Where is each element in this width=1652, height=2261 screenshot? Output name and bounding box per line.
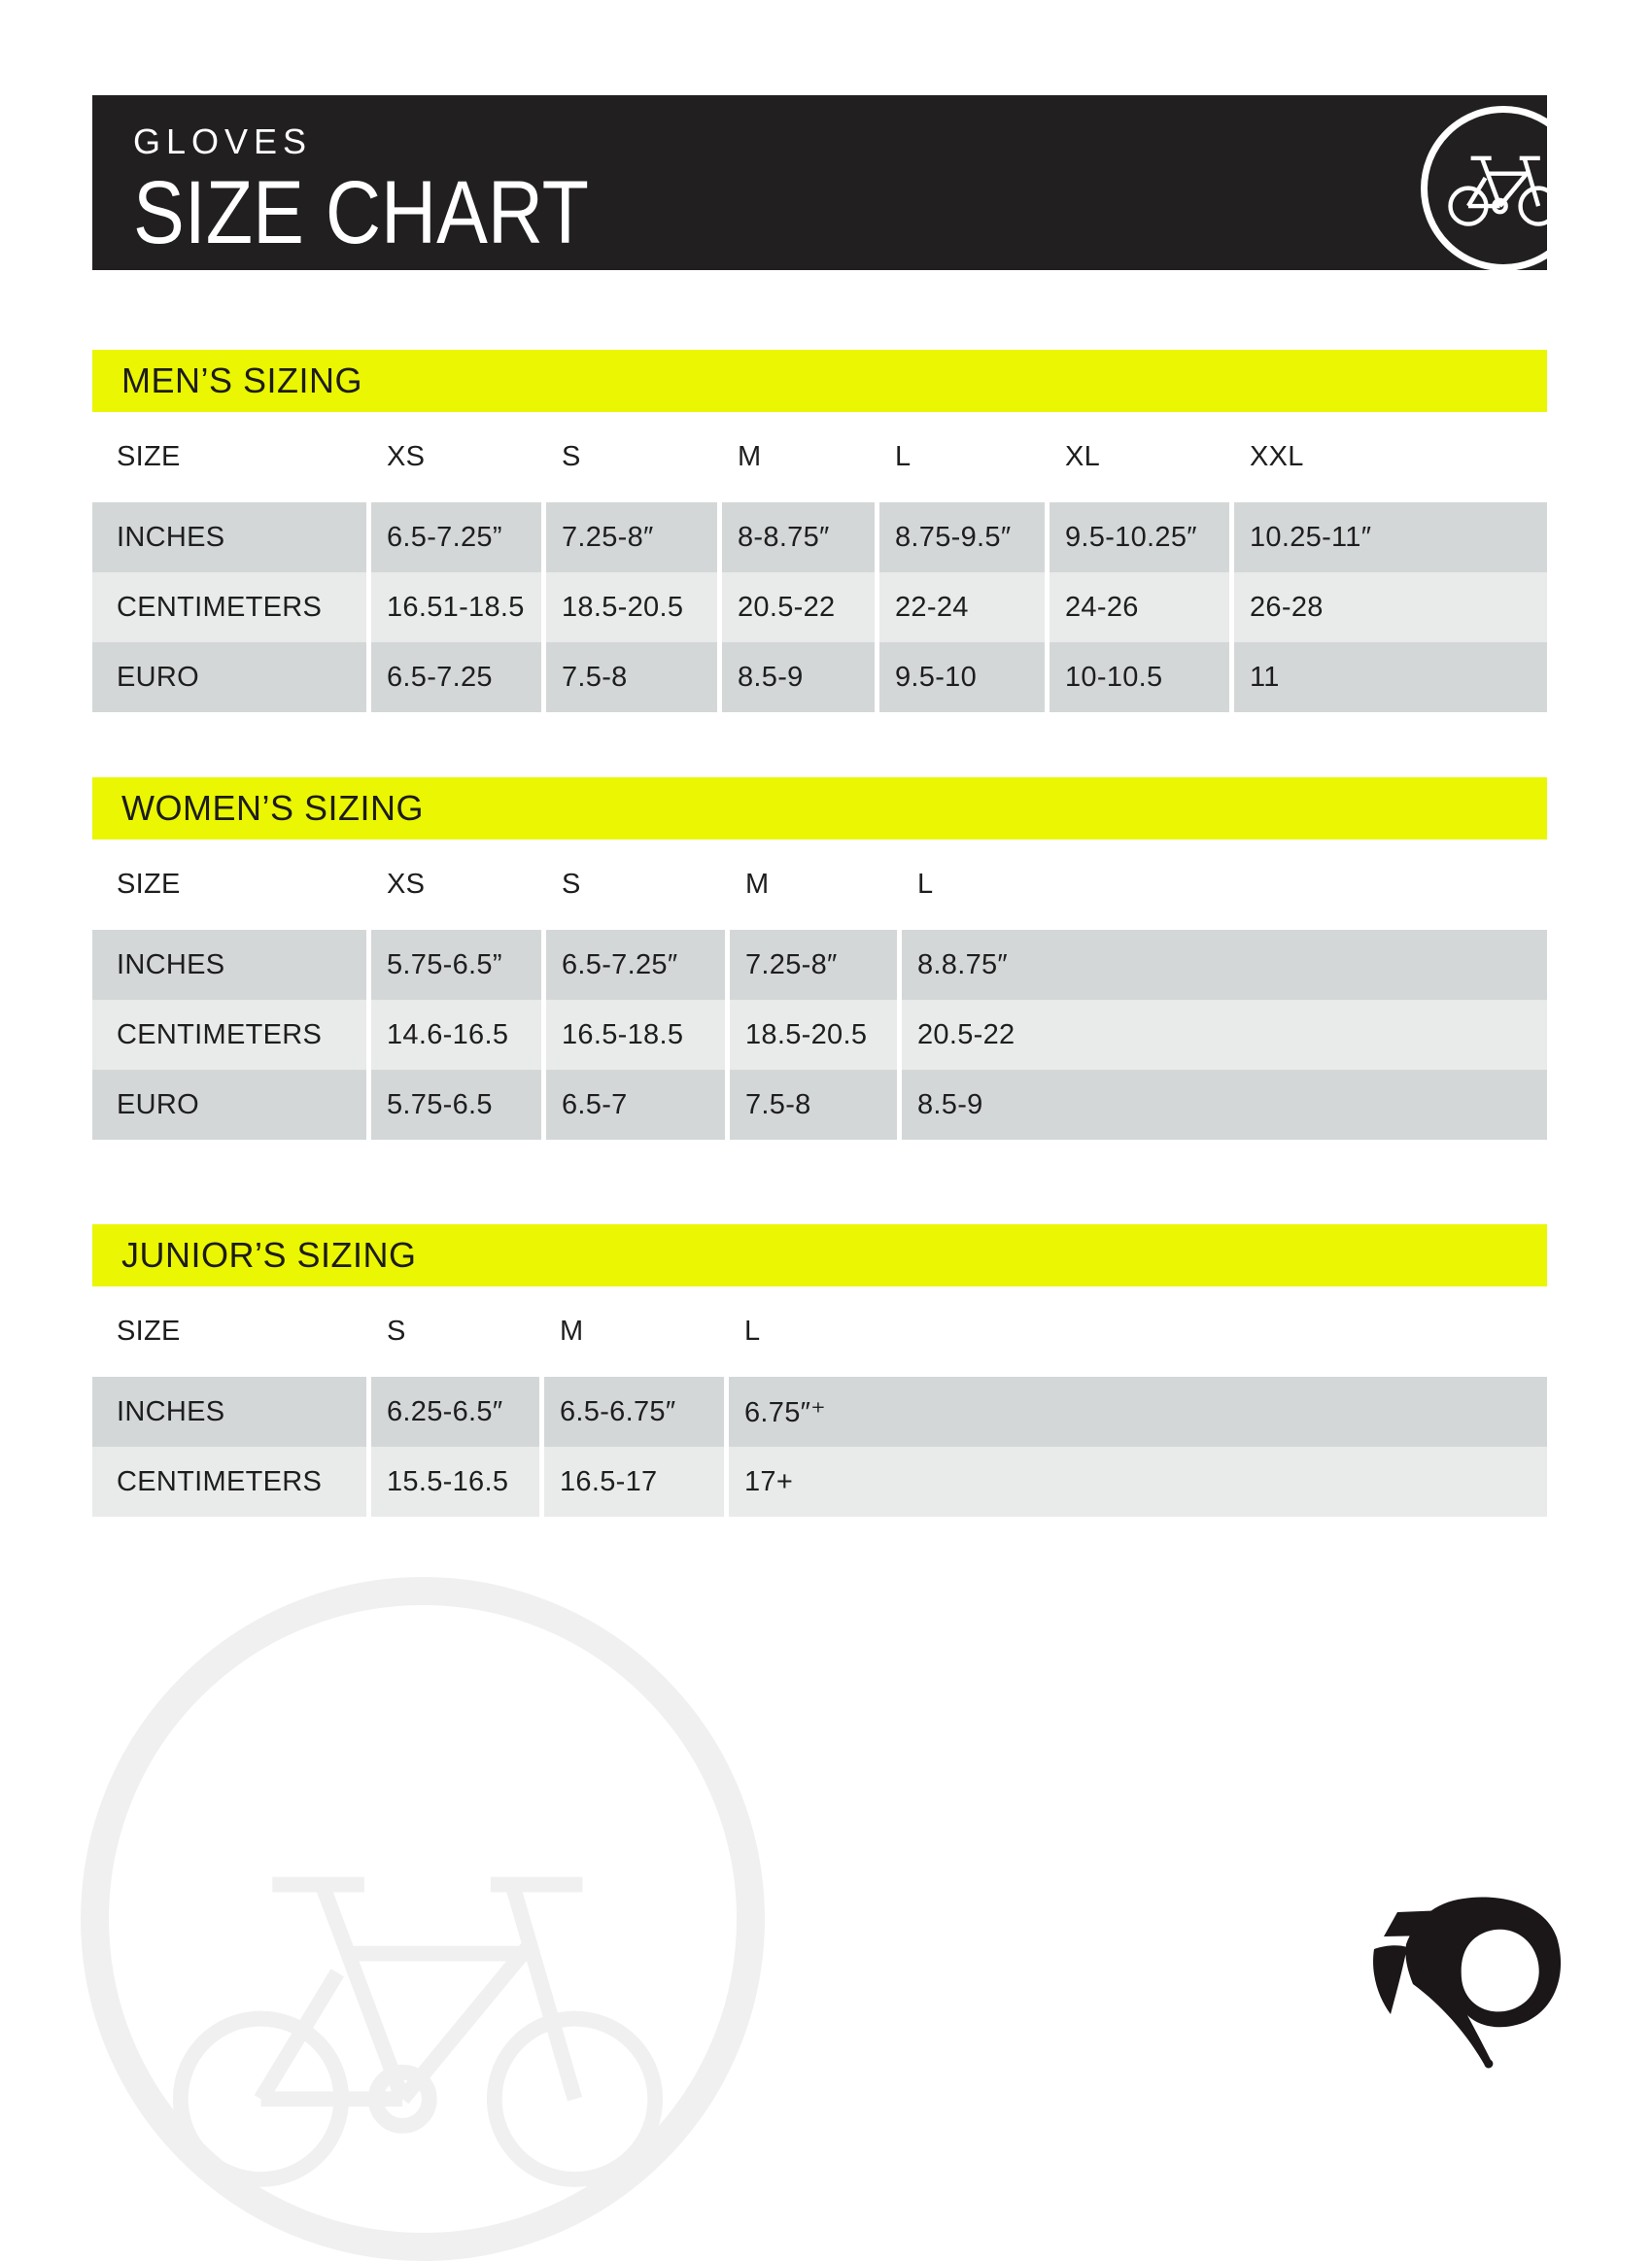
table-cell: 26-28 <box>1234 572 1547 642</box>
table-cell: 20.5-22 <box>902 1000 1547 1070</box>
size-col-header: XXL <box>1250 441 1304 472</box>
mens-size-header-row <box>92 412 1547 502</box>
table-cell: 11 <box>1234 642 1547 712</box>
size-col-header: S <box>562 441 581 472</box>
table-cell: 8.5-9 <box>722 642 875 712</box>
table-cell: 8-8.75″ <box>722 502 875 572</box>
table-cell: 8.75-9.5″ <box>879 502 1045 572</box>
juniors-size-header-row <box>92 1286 1547 1377</box>
table-cell: 7.25-8″ <box>730 930 897 1000</box>
row-label: INCHES <box>92 930 366 1000</box>
table-cell: 24-26 <box>1050 572 1229 642</box>
row-label: INCHES <box>92 502 366 572</box>
bicycle-watermark-icon <box>165 1846 671 2199</box>
womens-size-header-row <box>92 839 1547 930</box>
row-label: CENTIMETERS <box>92 572 366 642</box>
size-col-header: M <box>738 441 762 472</box>
table-cell: 17+ <box>729 1447 1547 1517</box>
mens-sizing-section <box>92 350 1547 712</box>
table-cell: 9.5-10 <box>879 642 1045 712</box>
size-col-header: S <box>562 869 581 900</box>
row-label: EURO <box>92 642 366 712</box>
table-cell: 10.25-11″ <box>1234 502 1547 572</box>
table-cell: 7.5-8 <box>730 1070 897 1140</box>
size-col-header: XS <box>387 869 426 900</box>
womens-heading-bar <box>92 777 1547 839</box>
table-cell: 18.5-20.5 <box>730 1000 897 1070</box>
row-label: CENTIMETERS <box>92 1447 366 1517</box>
row-label: CENTIMETERS <box>92 1000 366 1070</box>
table-cell: 8.5-9 <box>902 1070 1547 1140</box>
table-cell: 6.5-7.25” <box>371 502 541 572</box>
size-col-header: S <box>387 1316 406 1347</box>
page-subtitle: GLOVES <box>133 121 313 161</box>
table-cell: 5.75-6.5” <box>371 930 541 1000</box>
section-heading: JUNIOR’S SIZING <box>121 1235 417 1275</box>
pearl-izumi-logo <box>1359 1891 1563 2075</box>
table-cell: 6.5-7.25 <box>371 642 541 712</box>
juniors-heading-bar <box>92 1224 1547 1286</box>
page-header-banner <box>92 95 1547 270</box>
table-cell: 7.5-8 <box>546 642 717 712</box>
table-cell: 16.51-18.5 <box>371 572 541 642</box>
row-label: INCHES <box>92 1377 366 1447</box>
table-cell: 7.25-8″ <box>546 502 717 572</box>
size-col-header: L <box>895 441 912 472</box>
size-label: SIZE <box>117 869 181 900</box>
juniors-sizing-section <box>92 1224 1547 1517</box>
table-cell: 6.75″⁺ <box>729 1377 1547 1447</box>
mens-sizing-table <box>92 502 1547 712</box>
table-cell: 15.5-16.5 <box>371 1447 539 1517</box>
table-cell: 6.5-6.75″ <box>544 1377 724 1447</box>
size-chart-content <box>92 350 1547 1517</box>
table-cell: 20.5-22 <box>722 572 875 642</box>
table-cell: 6.5-7.25″ <box>546 930 725 1000</box>
table-cell: 8.8.75″ <box>902 930 1547 1000</box>
bicycle-icon <box>1447 150 1547 228</box>
row-label: EURO <box>92 1070 366 1140</box>
size-col-header: M <box>560 1316 584 1347</box>
size-col-header: L <box>917 869 934 900</box>
size-col-header: L <box>744 1316 761 1347</box>
table-cell: 6.5-7 <box>546 1070 725 1140</box>
size-label: SIZE <box>117 1316 181 1347</box>
womens-sizing-section <box>92 777 1547 1140</box>
table-cell: 10-10.5 <box>1050 642 1229 712</box>
section-heading: WOMEN’S SIZING <box>121 788 424 828</box>
table-cell: 5.75-6.5 <box>371 1070 541 1140</box>
mens-heading-bar <box>92 350 1547 412</box>
table-cell: 18.5-20.5 <box>546 572 717 642</box>
table-cell: 9.5-10.25″ <box>1050 502 1229 572</box>
table-cell: 6.25-6.5″ <box>371 1377 539 1447</box>
size-col-header: XL <box>1065 441 1101 472</box>
section-heading: MEN’S SIZING <box>121 360 363 400</box>
womens-sizing-table <box>92 930 1547 1140</box>
size-col-header: XS <box>387 441 426 472</box>
page-title: SIZE CHART <box>133 163 589 262</box>
table-cell: 22-24 <box>879 572 1045 642</box>
table-cell: 16.5-17 <box>544 1447 724 1517</box>
size-label: SIZE <box>117 441 181 472</box>
table-cell: 14.6-16.5 <box>371 1000 541 1070</box>
juniors-sizing-table <box>92 1377 1547 1517</box>
size-col-header: M <box>745 869 770 900</box>
table-cell: 16.5-18.5 <box>546 1000 725 1070</box>
